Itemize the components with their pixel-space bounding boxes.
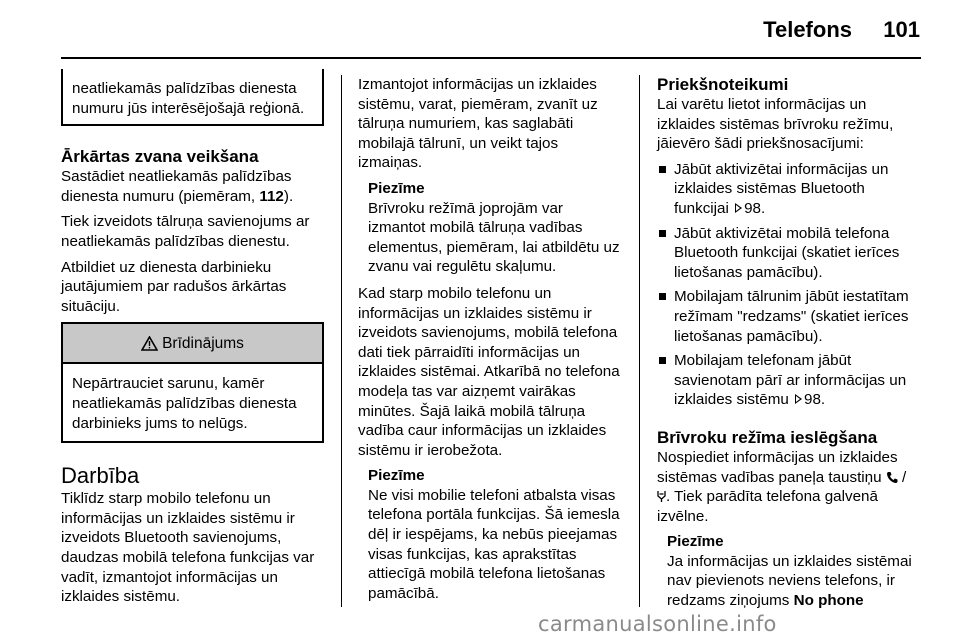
column-1 (61, 75, 324, 613)
note-2 (358, 466, 622, 603)
emergency-paragraph-1: Sastādiet neatliekamās palīdzības dienesta numuru (piemēram, 112). (61, 168, 294, 205)
emergency-paragraph-3: Atbildiet uz dienesta darbinieku jautājumiem par radušos ārkārtas situāciju. (61, 258, 287, 315)
no-phone-message: No phone (793, 592, 864, 610)
bullet-square-icon (659, 166, 666, 173)
note-3 (657, 532, 923, 610)
list-item: Mobilajam telefonam jābūt savienotam pārī ar informācijas un izklaides sistēmu 98. (657, 351, 923, 410)
list-item: Mobilajam tālrunim jābūt iestatītam režīmam "redzams" (skatiet ierīces lietošanas pamācību). (657, 287, 923, 346)
col2-paragraph-2: Kad starp mobilo telefonu un informācijas un izklaides sistēmu ir izveidots savienojums, mobilā telefona dati tiek pārraidīti informācijas un izklaides sistēmai. Atkarībā no telefona modeļa tas var aizņemt vairākas minūtes. Šajā laikā mobilā tālruņa vadība caur informācijas un izklaides sistēmu ir ierobežota. (358, 284, 620, 459)
info-box-text: neatliekamās palīdzības dienesta numuru jūs interēsējošajā reģionā. (72, 80, 305, 117)
page-reference[interactable]: 98. (804, 391, 826, 409)
column-divider (639, 75, 640, 607)
continued-info-box (61, 69, 324, 126)
warning-triangle-icon (141, 336, 158, 351)
note-text: Brīvroku režīmā joprojām var izmantot mobilā tālruņa vadības elementus, piemēram, lai atbildētu uz zvanu vai regulētu skaļumu. (368, 199, 620, 276)
operation-paragraph: Tiklīdz starp mobilo telefonu un informācijas un izklaides sistēmu ir izveidots Bluetooth savienojums, daudzas mobilā telefona funkcijas var vadīt, izmantojot informācijas un izklaides sistēmu. (61, 490, 315, 606)
key-separator: / (902, 468, 907, 486)
list-item: Jābūt aktivizētai mobilā telefona Bluetooth funkcijai (skatiet ierīces lietošanas pamācību). (657, 224, 923, 283)
emergency-paragraph-2: Tiek izveidots tālruņa savienojums ar neatliekamās palīdzības dienestu. (61, 213, 310, 250)
warning-text: Nepārtrauciet sarunu, kamēr neatliekamās palīdzības dienesta darbinieks jums to nelūgs. (72, 375, 297, 432)
operation-heading: Darbība (61, 463, 140, 489)
emergency-call-heading: Ārkārtas zvana veikšana (61, 147, 259, 167)
warning-header (63, 324, 322, 364)
header-rule (61, 57, 921, 59)
warning-box (61, 322, 324, 443)
prerequisites-intro: Lai varētu lietot informācijas un izklaides sistēmas brīvroku režīmu, jāievēro šādi priekšnosacījumi: (657, 96, 894, 153)
note-text: Ne visi mobilie telefoni atbalsta visas telefona portāla funkcijas. Šā iemesla dēļ ir iespējams, ka nebūs pieejamas visas funkcijas, kas aprakstītas attiecīgā mobilā telefona lietošanas pamācībā. (368, 486, 620, 602)
prerequisites-list (657, 160, 923, 410)
page-header-title: Telefons (763, 17, 852, 42)
list-item: Jābūt aktivizētai informācijas un izklaides sistēmas Bluetooth funkcijai 98. (657, 160, 923, 219)
column-3 (657, 75, 923, 618)
page-reference-arrow-icon (735, 203, 742, 213)
warning-title: Brīdinājums (162, 334, 244, 352)
bullet-square-icon (659, 230, 666, 237)
page-number: 101 (883, 17, 920, 42)
bullet-square-icon (659, 357, 666, 364)
watermark: carmanualsonline.info (538, 612, 777, 636)
handsfree-heading: Brīvroku režīma ieslēgšana (657, 427, 878, 447)
page-reference[interactable]: 98. (744, 199, 766, 217)
note-text: Ja informācijas un izklaides sistēmai nav pievienots neviens telefons, ir redzams ziņojums No phone (667, 552, 912, 610)
emergency-number: 112 (259, 187, 284, 205)
phone-menu-key-icon (657, 490, 666, 503)
handsfree-paragraph: Nospiediet informācijas un izklaides sistēmas vadības paneļa taustiņu / . Tiek parādīta telefona galvenā izvēlne. (657, 448, 907, 525)
note-1 (358, 179, 622, 277)
note-title: Piezīme (368, 467, 425, 485)
column-divider (341, 75, 342, 607)
note-title: Piezīme (368, 179, 425, 197)
phone-icon (886, 471, 898, 484)
column-2 (358, 75, 622, 610)
col2-paragraph-1: Izmantojot informācijas un izklaides sistēmu, varat, piemēram, zvanīt uz tālruņa numuriem, kas saglabāti mobilajā tālrunī, un veikt tajos izmaiņas. (358, 76, 598, 172)
prerequisites-heading: Priekšnoteikumi (657, 75, 789, 94)
page-reference-arrow-icon (795, 394, 802, 404)
bullet-square-icon (659, 293, 666, 300)
note-title: Piezīme (667, 533, 724, 551)
